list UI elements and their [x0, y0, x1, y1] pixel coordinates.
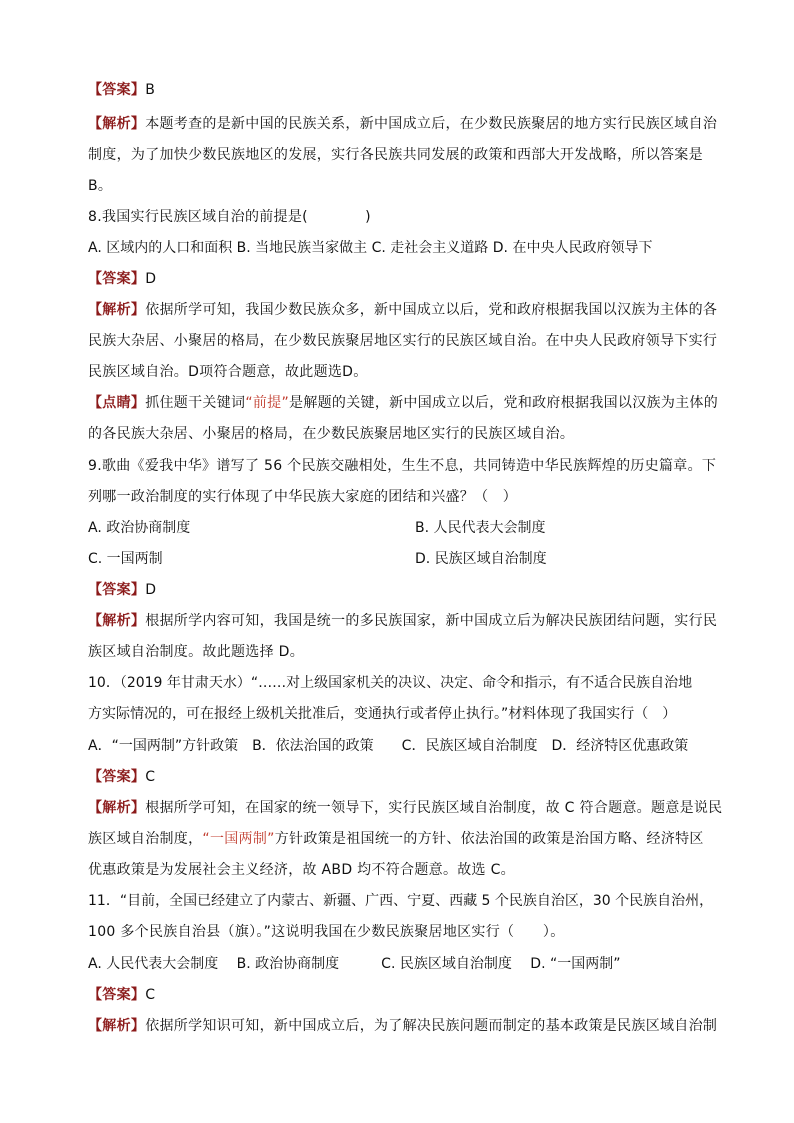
- analysis-text: 民族区域自治。D项符合题意，故此题选D。: [88, 364, 368, 380]
- option-c: C. 一国两制: [88, 551, 163, 567]
- answer-line: [88, 985, 155, 1005]
- analysis-line: [88, 300, 717, 320]
- comment-line: [88, 393, 718, 413]
- analysis-tag: 【解析】: [88, 116, 146, 132]
- option-d: D. 民族区域自治制度: [415, 551, 547, 567]
- analysis-line: [88, 829, 704, 849]
- option-a: A. 政治协商制度: [88, 520, 191, 536]
- answer-value: D: [145, 271, 157, 287]
- analysis-line: [88, 611, 717, 631]
- question-8: 8.我国实行民族区域自治的前提是( ): [88, 209, 371, 225]
- answer-line: [88, 269, 156, 289]
- comment-tag: 【点睛】: [88, 395, 146, 411]
- question-11: 100 多个民族自治县（旗）。”这说明我国在少数民族聚居地区实行（ ）。: [88, 924, 565, 940]
- analysis-tag: 【解析】: [88, 1018, 146, 1034]
- keyword-highlight: “一国两制”: [202, 831, 275, 847]
- answer-value: B: [145, 82, 156, 98]
- comment-text: 的各民族大杂居、小聚居的格局，在少数民族聚居地区实行的民族区域自治。: [88, 426, 575, 442]
- answer-value: C: [145, 769, 156, 785]
- option-b: B. 人民代表大会制度: [415, 520, 546, 536]
- question-10: 10．（2019 年甘肃天水）“……对上级国家机关的决议、决定、命令和指示，有不适合民族自治地: [88, 675, 693, 691]
- analysis-tag: 【解析】: [88, 613, 146, 629]
- question-8-options: A. 区域内的人口和面积 B. 当地民族当家做主 C. 走社会主义道路 D. 在中央人民政府领导下: [88, 240, 653, 256]
- answer-value: D: [145, 582, 157, 598]
- analysis-text: 族区域自治制度，: [88, 831, 203, 847]
- analysis-line: [88, 798, 722, 818]
- analysis-text: 根据所学可知，在国家的统一领导下，实行民族区域自治制度，故 C 符合题意。题意是说民: [145, 800, 723, 816]
- question-10: 方实际情况的，可在报经上级机关批准后，变通执行或者停止执行。”材料体现了我国实行（ ）: [88, 706, 677, 722]
- analysis-text: 依据所学可知，我国少数民族众多，新中国成立以后，党和政府根据我国以汉族为主体的各: [145, 302, 718, 318]
- answer-line: [88, 80, 155, 100]
- answer-line: [88, 767, 155, 787]
- question-10-options: A．“一国两制”方针政策 B．依法治国的政策 C．民族区域自治制度 D．经济特区优惠政策: [88, 738, 689, 754]
- analysis-tag: 【解析】: [88, 302, 146, 318]
- analysis-text: 方针政策是祖国统一的方针、依法治国的政策是治国方略、经济特区: [274, 831, 704, 847]
- answer-tag: 【答案】: [88, 769, 146, 785]
- answer-tag: 【答案】: [88, 82, 146, 98]
- answer-tag: 【答案】: [88, 987, 146, 1003]
- answer-value: C: [145, 987, 156, 1003]
- answer-tag: 【答案】: [88, 582, 146, 598]
- analysis-text: 优惠政策是为发展社会主义经济，故 ABD 均不符合题意。故选 C。: [88, 862, 515, 878]
- analysis-text: 依据所学知识可知，新中国成立后，为了解决民族问题而制定的基本政策是民族区域自治制: [145, 1018, 718, 1034]
- analysis-text: 本题考查的是新中国的民族关系，新中国成立后，在少数民族聚居的地方实行民族区域自治: [145, 116, 718, 132]
- analysis-line: [88, 114, 717, 134]
- answer-tag: 【答案】: [88, 271, 146, 287]
- question-9: 9.歌曲《爱我中华》谱写了 56 个民族交融相处，生生不息，共同铸造中华民族辉煌的历史篇章。下: [88, 458, 717, 474]
- analysis-text: B。: [88, 178, 113, 194]
- question-9: 列哪一政治制度的实行体现了中华民族大家庭的团结和兴盛？（ ）: [88, 489, 517, 505]
- analysis-text: 族区域自治制度。故此题选择 D。: [88, 644, 305, 660]
- analysis-line: [88, 1016, 717, 1036]
- keyword-highlight: “前提”: [245, 395, 290, 411]
- question-11-options: A. 人民代表大会制度 B. 政治协商制度 C. 民族区域自治制度 D. “一国两制”: [88, 956, 621, 972]
- question-11: 11．“目前，全国已经建立了内蒙古、新疆、广西、宁夏、西藏 5 个民族自治区，30 个民族自治州，: [88, 893, 714, 909]
- analysis-text: 制度，为了加快少数民族地区的发展，实行各民族共同发展的政策和西部大开发战略，所以答案是: [88, 147, 703, 163]
- analysis-text: 民族大杂居、小聚居的格局，在少数民族聚居地区实行的民族区域自治。在中央人民政府领导下实行: [88, 333, 718, 349]
- analysis-tag: 【解析】: [88, 800, 146, 816]
- answer-line: [88, 580, 156, 600]
- comment-text: 抓住题干关键词: [145, 395, 246, 411]
- comment-text: 是解题的关键，新中国成立以后，党和政府根据我国以汉族为主体的: [289, 395, 719, 411]
- analysis-text: 根据所学内容可知，我国是统一的多民族国家，新中国成立后为解决民族团结问题，实行民: [145, 613, 718, 629]
